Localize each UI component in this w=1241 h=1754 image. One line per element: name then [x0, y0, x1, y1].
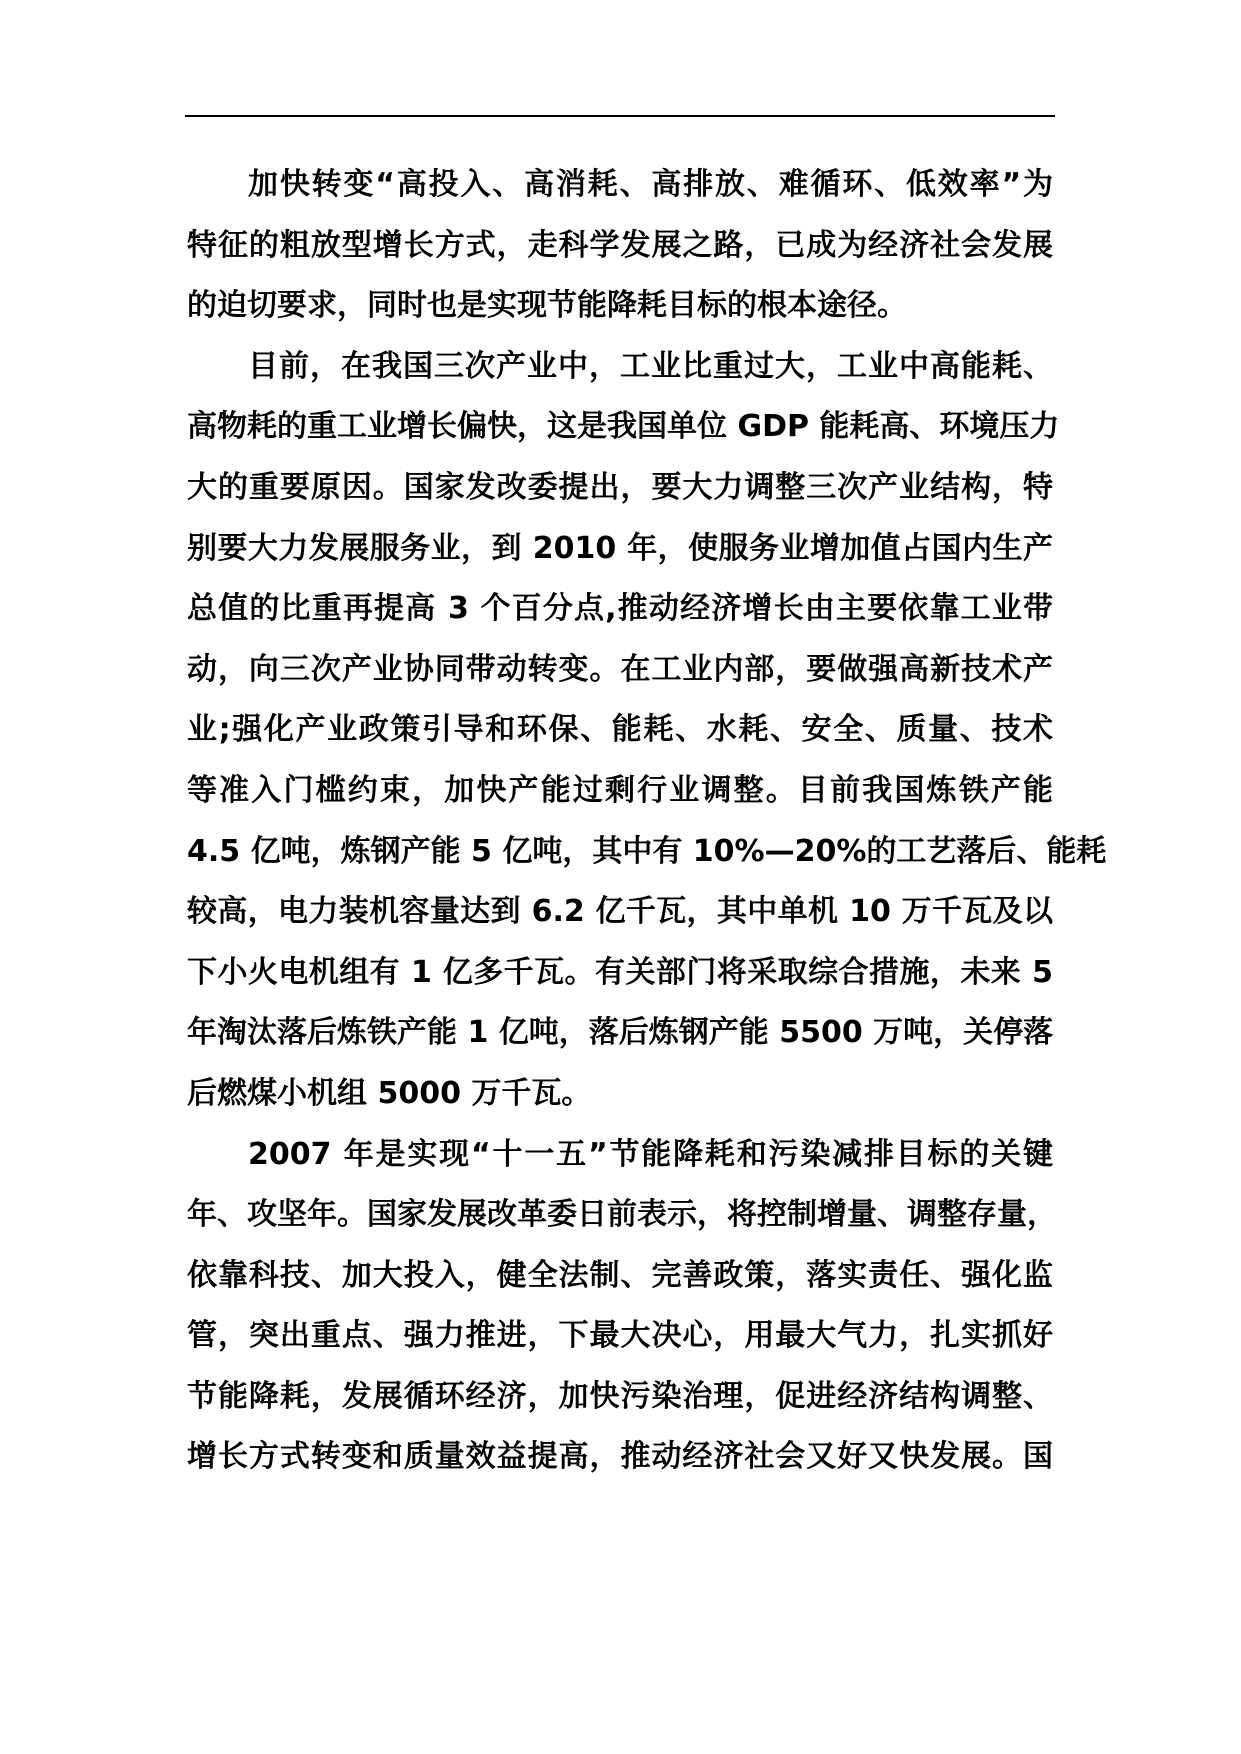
paragraph-2-line-12: 年淘汰落后炼铁产能 1 亿吨，落后炼钢产能 5500 万吨，关停落 [187, 1015, 1054, 1051]
paragraph-1-line-3: 的迫切要求，同时也是实现节能降耗目标的根本途径。 [187, 288, 907, 324]
paragraph-2-line-5: 总值的比重再提高 3 个百分点,推动经济增长由主要依靠工业带 [187, 591, 1053, 627]
paragraph-1-line-2: 特征的粗放型增长方式，走科学发展之路，已成为经济社会发展 [187, 227, 1053, 263]
paragraph-3-line-3: 依靠科技、加大投入，健全法制、完善政策，落实责任、强化监 [187, 1257, 1053, 1293]
paragraph-2-line-4: 别要大力发展服务业，到 2010 年，使服务业增加值占国内生产 [187, 530, 1053, 566]
paragraph-2-line-13: 后燃煤小机组 5000 万千瓦。 [187, 1075, 592, 1111]
paragraph-2-line-11: 下小火电机组有 1 亿多千瓦。有关部门将采取综合措施，未来 5 [187, 954, 1053, 990]
paragraph-3-line-6: 增长方式转变和质量效益提高，推动经济社会又好又快发展。国 [187, 1439, 1053, 1475]
paragraph-2-line-8: 等准入门槛约束，加快产能过剩行业调整。目前我国炼铁产能 [187, 772, 1053, 808]
paragraph-3-line-4: 管，突出重点、强力推进，下最大决心，用最大气力，扎实抓好 [187, 1318, 1053, 1354]
paragraph-2-line-9: 4.5 亿吨，炼钢产能 5 亿吨，其中有 10%—20%的工艺落后、能耗 [187, 833, 1107, 869]
paragraph-2-line-10: 较高，电力装机容量达到 6.2 亿千瓦，其中单机 10 万千瓦及以 [187, 894, 1053, 930]
header-rule [185, 115, 1055, 117]
paragraph-3-line-2: 年、攻坚年。国家发展改革委日前表示，将控制增量、调整存量， [187, 1197, 1057, 1233]
paragraph-3-line-1: 2007 年是实现“十一五”节能降耗和污染减排目标的关键 [248, 1136, 1053, 1172]
paragraph-3-line-5: 节能降耗，发展循环经济，加快污染治理，促进经济结构调整、 [187, 1378, 1053, 1414]
paragraph-2-line-6: 动，向三次产业协同带动转变。在工业内部，要做强高新技术产 [187, 651, 1053, 687]
paragraph-2-line-1: 目前，在我国三次产业中，工业比重过大，工业中高能耗、 [248, 348, 1053, 384]
paragraph-2-line-7: 业;强化产业政策引导和环保、能耗、水耗、安全、质量、技术 [187, 712, 1053, 748]
paragraph-1-line-1: 加快转变“高投入、高消耗、高排放、难循环、低效率”为 [248, 167, 1053, 202]
paragraph-2-line-2: 高物耗的重工业增长偏快，这是我国单位 GDP 能耗高、环境压力 [187, 409, 1060, 445]
paragraph-2-line-3: 大的重要原因。国家发改委提出，要大力调整三次产业结构，特 [187, 469, 1053, 505]
body-text [187, 155, 1107, 1488]
